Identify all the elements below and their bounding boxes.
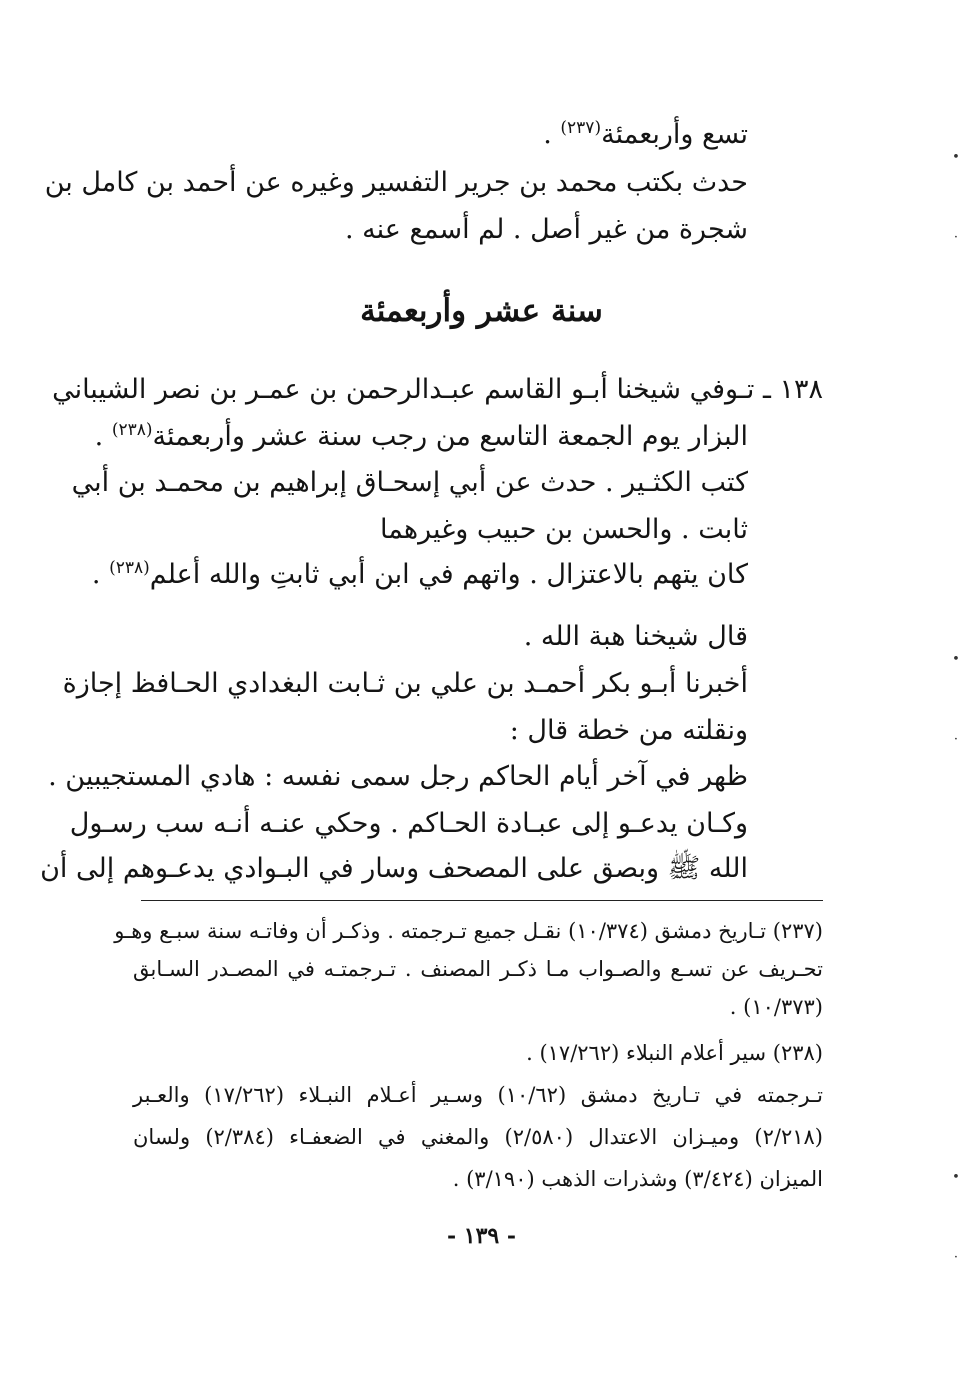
scan-speck: • <box>952 1170 960 1185</box>
footnote-separator <box>141 900 823 901</box>
intro-line-1-text: تسع وأربعمئة <box>601 119 748 150</box>
scan-speck: · <box>953 732 959 747</box>
entry-line-2-text: البزار يوم الجمعة التاسع من رجب سنة عشر وأربعمئة <box>152 421 748 452</box>
quote-line-6: الله ﷺ وبصق على المصحف وسار في البـوادي يدعـوهم إلى أن <box>40 853 748 884</box>
entry-line-1 <box>52 367 823 413</box>
scan-speck: · <box>953 1250 959 1265</box>
footnote-237-line-1: (٢٣٧) تـاريخ دمشق (١٠/٣٧٤) نقـل جميع تـرجمته . وذكـر أن وفاتـه سنة سبـع وهـو <box>114 919 823 943</box>
quote-line-3: ونقلته من خطة قال : <box>509 715 748 746</box>
page-number: - ١٣٩ - <box>446 1223 517 1249</box>
entry-line-5-text: كان يتهم بالاعتزال . واتهم في ابن أبي ثابتِ والله أعلم <box>149 559 748 590</box>
entry-line-3: كتب الكثـير . حدث عن أبي إسحـاق إبراهيم بن محمـد بن أبي <box>71 467 748 498</box>
intro-line-1-end: . <box>543 119 561 150</box>
section-heading: سنة عشر وأربعمئة <box>360 293 603 329</box>
quote-line-5: وكـان يدعـو إلى عبـادة الحـاكم . وحكي عنـه أنـه سب رسـول <box>69 808 748 839</box>
footnote-238-line-3: (٢/٢١٨) وميـزان الاعتدال (٢/٥٨٠) والمغني في الضعفـاء (٢/٣٨٤) ولسان <box>133 1125 823 1149</box>
quote-line-1: قال شيخنا هبة الله . <box>523 621 748 652</box>
quote-line-2: أخبرنا أبـو بكر أحمـد بن علي بن ثـابت البغدادي الحـافظ إجازة <box>62 668 748 699</box>
intro-line-1 <box>123 112 748 158</box>
footnote-238-line-1: (٢٣٨) سير أعلام النبلاء (١٧/٢٦٢) . <box>526 1041 823 1065</box>
scan-speck: • <box>952 652 960 667</box>
footnote-238-line-2: تـرجمته في تـاريخ دمشق (١٠/٦٢) وسـير أعـلام النبـلاء (١٧/٢٦٢) والعـبر <box>133 1083 823 1107</box>
intro-line-3: شجرة من غير أصل . لم أسمع عنه . <box>344 214 748 245</box>
footnote-ref-237: (٢٣٧) <box>560 118 602 138</box>
footnote-ref-238: (٢٣٨) <box>111 420 153 440</box>
scan-speck: • <box>952 150 960 165</box>
footnote-237-line-3: (١٠/٣٧٣) . <box>729 995 823 1019</box>
footnote-238-line-4: الميزان (٣/٤٢٤) وشذرات الذهب (٣/١٩٠) . <box>452 1167 823 1191</box>
entry-line-5-end: . <box>91 559 110 590</box>
entry-line-4: ثابت . والحسن بن حبيب وغيرهما <box>380 514 748 545</box>
entry-line-2-end: . <box>94 421 112 452</box>
entry-line-1-text: ـ تـوفي شيخنا أبـو القاسم عبـدالرحمن بن عمـر بن نصر الشيباني <box>52 374 780 405</box>
entry-number: ١٣٨ <box>779 374 823 405</box>
footnote-237-line-2: تحـريف عن تسـع والصـواب مـا ذكـر المصنف . تـرجمتـه في المصـدر السـابق <box>133 957 823 981</box>
intro-line-2: حدث بكتب محمد بن جرير التفسير وغيره عن أحمد بن كامل بن <box>44 167 748 198</box>
entry-line-5 <box>91 552 748 598</box>
scan-speck: · <box>953 230 959 245</box>
footnote-ref-238-second: (٢٣٨) <box>109 558 150 578</box>
quote-line-4: ظهر في آخر أيام الحاكم رجل سمى نفسه : هادي المستجيبين . <box>48 761 748 792</box>
entry-line-2 <box>94 414 748 460</box>
